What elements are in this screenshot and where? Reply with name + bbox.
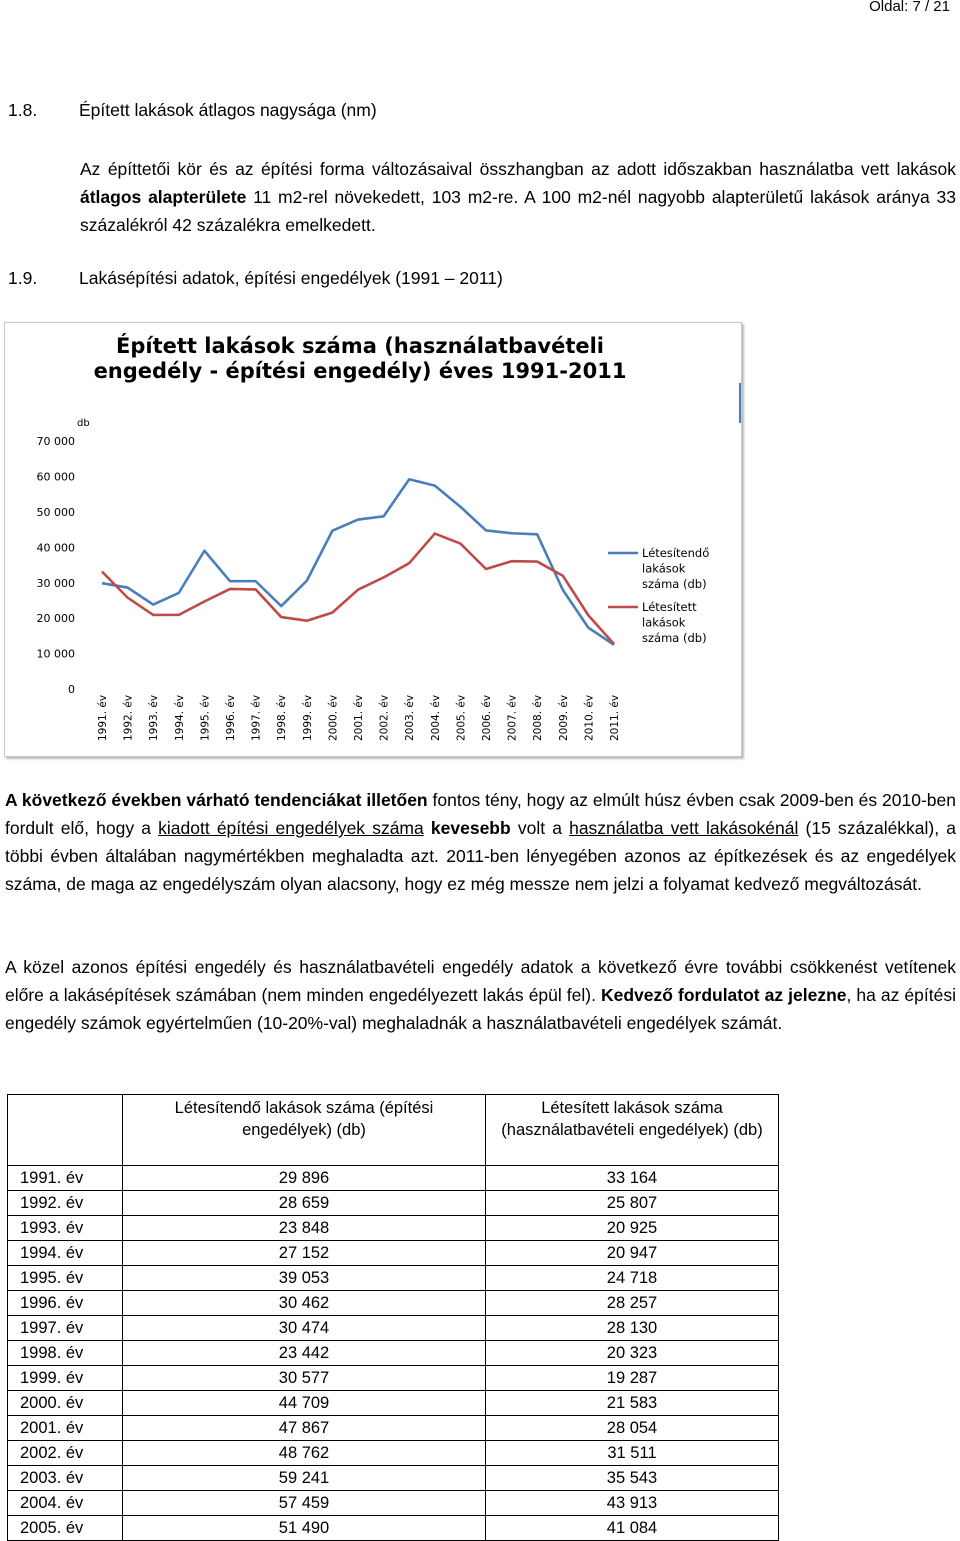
section-title: Épített lakások átlagos nagysága (nm) <box>79 100 377 120</box>
table-header-planned: Létesítendő lakások száma (építési engedélyek) (db) <box>123 1095 486 1166</box>
x-tick-label: 2005. év <box>455 694 468 741</box>
y-tick-label: 70 000 <box>36 435 75 449</box>
paragraph-area-size <box>80 155 956 239</box>
para-text: 11 m2-rel növekedett, 103 m2-re. A 100 m2-nél nagyobb alapterületű lakások aránya 33 százalékról 42 százalékra emelkedett. <box>80 187 956 235</box>
table-cell-year: 2003. év <box>8 1466 123 1491</box>
x-tick-label: 2010. év <box>583 694 596 741</box>
table-cell-planned: 30 577 <box>123 1366 486 1391</box>
para-text: , ha az építési engedély számok egyértelműen (10-20%-val) meghaladnák a használatbavételi engedélyek számát. <box>5 985 956 1033</box>
para-text: fontos tény, hogy az elmúlt húsz évben csak 2009-ben és 2010-ben fordult elő, hogy a <box>5 790 956 838</box>
para-bold-text: A következő években várható tendenciákat illetően <box>5 790 428 810</box>
table-cell-year: 2002. év <box>8 1441 123 1466</box>
x-tick-label: 2001. év <box>353 694 365 741</box>
table-row <box>8 1416 779 1441</box>
table-row <box>8 1491 779 1516</box>
x-tick-label: 1995. év <box>199 694 212 741</box>
x-tick-label: 2003. év <box>404 694 417 741</box>
y-tick-label: 40 000 <box>36 541 75 555</box>
y-tick-label: 60 000 <box>36 470 75 484</box>
table-cell-planned: 44 709 <box>123 1391 486 1416</box>
table-cell-planned: 51 490 <box>123 1516 486 1541</box>
para-bold-text: Kedvező fordulatot az jelezne <box>601 985 847 1005</box>
table-cell-planned: 28 659 <box>123 1191 486 1216</box>
table-cell-planned: 27 152 <box>123 1241 486 1266</box>
table-cell-year: 1992. év <box>8 1191 123 1216</box>
section-heading-1-8 <box>8 100 377 121</box>
table-cell-year: 1995. év <box>8 1266 123 1291</box>
housing-data-table <box>7 1094 779 1541</box>
table-cell-year: 1996. év <box>8 1291 123 1316</box>
table-cell-year: 1998. év <box>8 1341 123 1366</box>
y-tick-label: 0 <box>68 683 75 696</box>
table-row <box>8 1516 779 1541</box>
page-number: Oldal: 7 / 21 <box>869 0 950 15</box>
table-row <box>8 1316 779 1341</box>
table-row <box>8 1241 779 1266</box>
y-tick-label: 30 000 <box>36 576 75 590</box>
para-text: A közel azonos építési engedély és használatbavételi engedély adatok a következő évre további csökkenést vetítenek előre a lakásépítések számában (nem minden engedélyezett lakás épül fel). <box>5 957 956 1005</box>
table-cell-planned: 39 053 <box>123 1266 486 1291</box>
table-cell-year: 1993. év <box>8 1216 123 1241</box>
table-row <box>8 1466 779 1491</box>
table-cell-planned: 30 474 <box>123 1316 486 1341</box>
table-cell-built: 28 257 <box>486 1291 779 1316</box>
table-cell-built: 24 718 <box>486 1266 779 1291</box>
table-row <box>8 1216 779 1241</box>
x-tick-label: 2000. év <box>327 694 340 741</box>
x-tick-label: 1999. év <box>301 694 314 741</box>
table-cell-planned: 23 442 <box>123 1341 486 1366</box>
table-cell-built: 21 583 <box>486 1391 779 1416</box>
paragraph-trends <box>5 786 956 898</box>
chart-title-line2: engedély - építési engedély) éves 1991-2011 <box>93 359 627 383</box>
table-row <box>8 1266 779 1291</box>
x-tick-label: 1993. év <box>148 694 161 741</box>
section-number: 1.8. <box>8 100 38 120</box>
table-cell-year: 1999. év <box>8 1366 123 1391</box>
paragraph-outlook <box>5 953 956 1037</box>
x-tick-label: 2009. év <box>557 694 570 741</box>
table-cell-year: 2004. év <box>8 1491 123 1516</box>
table-cell-planned: 57 459 <box>123 1491 486 1516</box>
table-header-row <box>8 1095 779 1166</box>
x-tick-label: 1996. év <box>225 694 237 741</box>
x-tick-label: 2008. év <box>532 694 545 741</box>
table-cell-built: 31 511 <box>486 1441 779 1466</box>
x-tick-label: 1997. év <box>250 694 263 741</box>
x-tick-label: 2007. év <box>506 694 519 741</box>
table-cell-year: 2005. év <box>8 1516 123 1541</box>
table-cell-built: 19 287 <box>486 1366 779 1391</box>
para-bold-text: átlagos alapterülete <box>80 187 247 207</box>
table-cell-built: 25 807 <box>486 1191 779 1216</box>
y-tick-label: 20 000 <box>36 612 75 626</box>
x-tick-label: 2011. év <box>609 694 621 741</box>
chart-title-line1: Épített lakások száma (használatbavételi <box>116 334 604 358</box>
table-cell-built: 41 084 <box>486 1516 779 1541</box>
section-title: Lakásépítési adatok, építési engedélyek (1991 – 2011) <box>79 268 503 288</box>
chart-svg <box>5 323 741 756</box>
table-cell-built: 20 925 <box>486 1216 779 1241</box>
legend-label-planned: Létesítendő lakások száma (db) <box>642 546 710 591</box>
table-cell-year: 1991. év <box>8 1166 123 1191</box>
section-heading-1-9 <box>8 268 503 289</box>
x-tick-label: 1998. év <box>276 694 289 741</box>
table-cell-planned: 48 762 <box>123 1441 486 1466</box>
table-row <box>8 1366 779 1391</box>
table-row <box>8 1341 779 1366</box>
table-cell-planned: 23 848 <box>123 1216 486 1241</box>
table-cell-built: 43 913 <box>486 1491 779 1516</box>
x-tick-label: 1992. év <box>122 694 135 741</box>
x-tick-label: 2004. év <box>429 694 442 741</box>
y-tick-label: 50 000 <box>36 506 75 519</box>
para-text: Az építtetői kör és az építési forma változásaival összhangban az adott időszakban használatba vett lakások <box>80 159 956 179</box>
x-tick-label: 1994. év <box>173 694 186 741</box>
para-text: volt a <box>510 818 570 838</box>
section-number: 1.9. <box>8 268 38 288</box>
table-row <box>8 1191 779 1216</box>
table-row <box>8 1391 779 1416</box>
table-cell-year: 2001. év <box>8 1416 123 1441</box>
table-cell-planned: 30 462 <box>123 1291 486 1316</box>
series-line-built <box>102 534 614 644</box>
para-underline-text: kiadott építési engedélyek száma <box>158 818 424 838</box>
table-cell-planned: 47 867 <box>123 1416 486 1441</box>
para-text: (15 százalékkal), a többi évben általában nagymértékben meghaladta azt. 2011-ben lényegében azonos az építkezések és az engedélyek száma, de maga az engedélyszám olyan alacsony, hogy ez még messze nem jelzi a folyamat kedvező megváltozását. <box>5 818 956 894</box>
table-row <box>8 1166 779 1191</box>
table-cell-built: 35 543 <box>486 1466 779 1491</box>
table-cell-built: 28 130 <box>486 1316 779 1341</box>
table-cell-year: 1997. év <box>8 1316 123 1341</box>
table-cell-built: 28 054 <box>486 1416 779 1441</box>
legend-label-built: Létesített lakások száma (db) <box>642 600 707 645</box>
x-tick-label: 1991. év <box>97 694 109 741</box>
table-cell-year: 2000. év <box>8 1391 123 1416</box>
para-text <box>424 818 431 838</box>
table-row <box>8 1441 779 1466</box>
y-tick-label: 10 000 <box>36 647 75 661</box>
table-cell-planned: 29 896 <box>123 1166 486 1191</box>
table-cell-built: 20 323 <box>486 1341 779 1366</box>
chart-y-unit: db <box>77 418 90 429</box>
table-cell-built: 33 164 <box>486 1166 779 1191</box>
table-cell-planned: 59 241 <box>123 1466 486 1491</box>
table-row <box>8 1291 779 1316</box>
para-bold-text: kevesebb <box>430 818 511 838</box>
para-underline-text: használatba vett lakásokénál <box>569 818 799 838</box>
x-tick-label: 2006. év <box>481 694 493 741</box>
table-cell-year: 1994. év <box>8 1241 123 1266</box>
table-header-built: Létesített lakások száma (használatbavételi engedélyek) (db) <box>486 1095 779 1166</box>
table-cell-built: 20 947 <box>486 1241 779 1266</box>
housing-chart <box>4 322 742 757</box>
x-tick-label: 2002. év <box>378 694 391 741</box>
table-header-year <box>8 1095 123 1166</box>
